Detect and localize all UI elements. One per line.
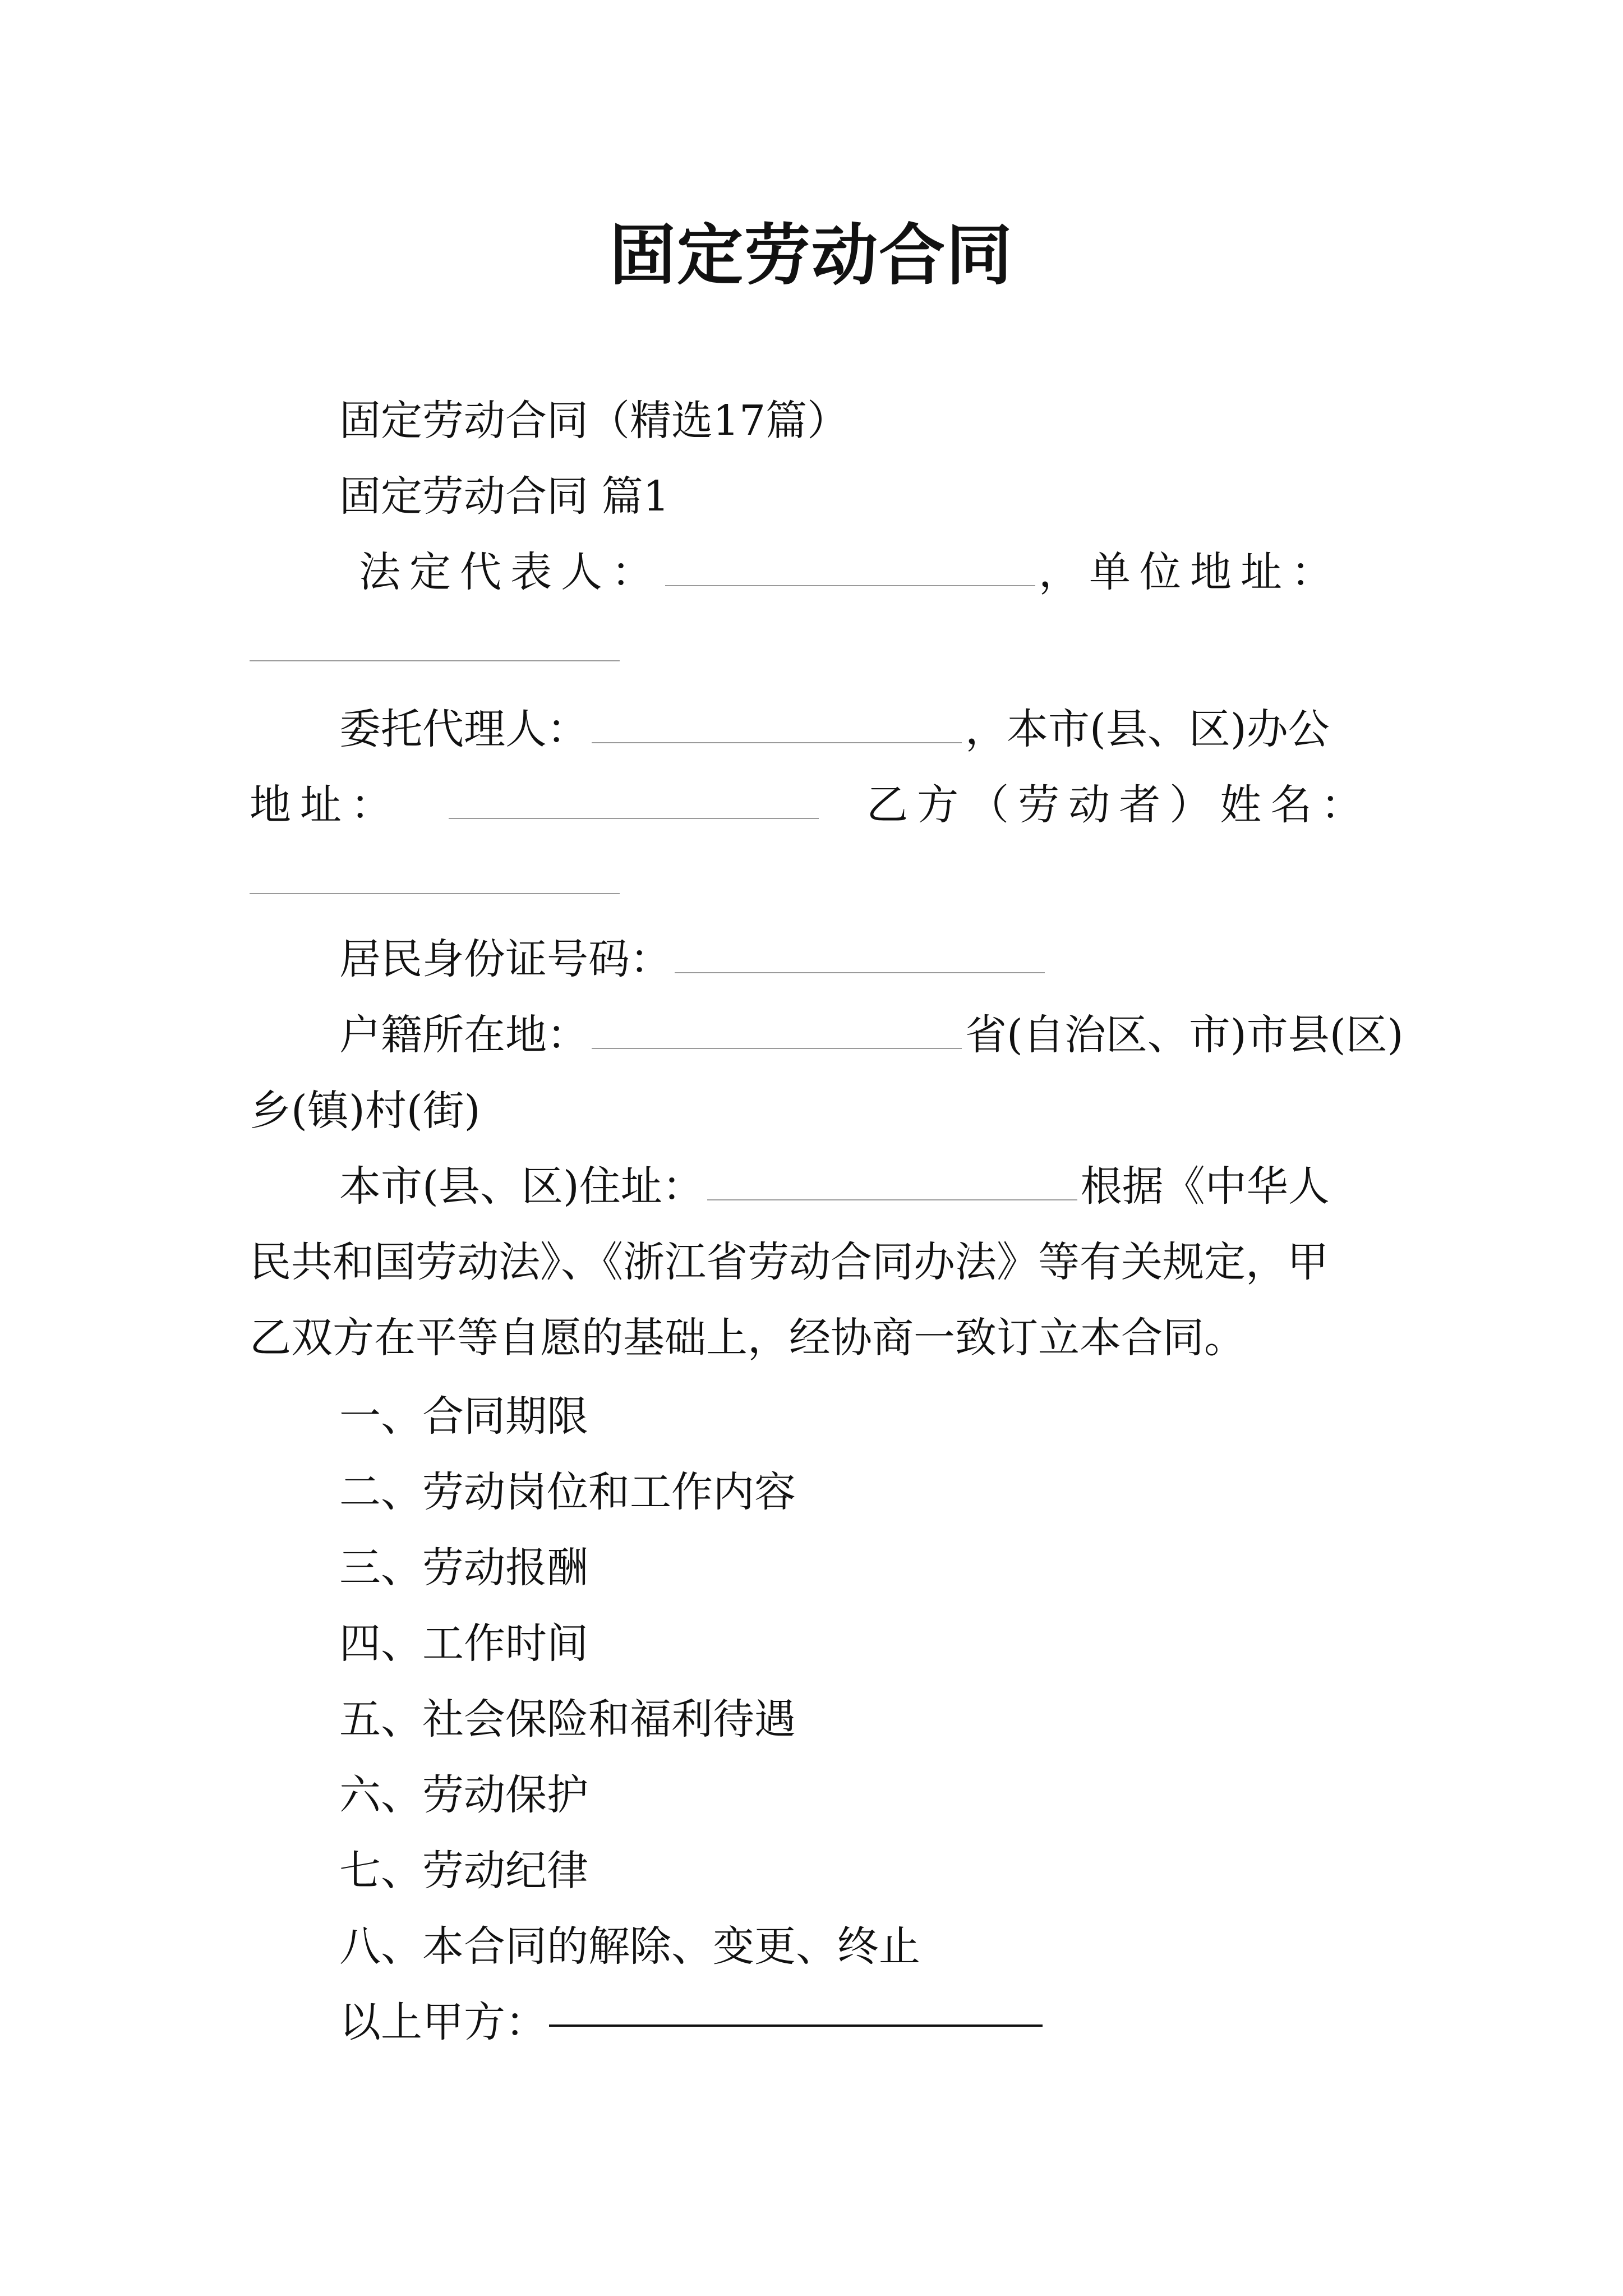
unit-address-line	[250, 614, 1388, 682]
clause-8: 八、本合同的解除、变更、终止	[339, 1922, 920, 1971]
clause-4: 四、工作时间	[339, 1619, 588, 1668]
residence-line	[339, 1153, 1388, 1220]
hukou-line	[339, 1001, 1404, 1069]
clause-6: 六、劳动保护	[339, 1771, 588, 1819]
agent-line	[339, 696, 1388, 763]
agent-label: 委托代理人：	[339, 705, 588, 753]
clause-5: 五、社会保险和福利待遇	[339, 1695, 796, 1743]
basis-line-2: 民共和国劳动法》、《浙江省劳动合同办法》等有关规定，甲	[250, 1238, 1329, 1286]
basis-line-3: 乙双方在平等自愿的基础上，经协商一致订立本合同。	[250, 1314, 1246, 1362]
residence-suffix: 根据《中华人	[1080, 1162, 1330, 1211]
id-number-label: 居民身份证号码：	[339, 935, 671, 983]
signature-label: 以上甲方：	[339, 1998, 547, 2046]
office-address-blank[interactable]	[449, 816, 819, 819]
legal-rep-line	[359, 539, 1408, 606]
section-heading: 固定劳动合同 篇1	[339, 472, 670, 521]
id-number-line	[339, 926, 1388, 993]
office-address-label-part2: 地址：	[250, 781, 401, 829]
clause-1: 一、合同期限	[339, 1392, 588, 1441]
document-subtitle: 固定劳动合同（精选17篇）	[339, 397, 849, 445]
unit-address-label: ，单位地址：	[1039, 548, 1341, 596]
clause-3: 三、劳动报酬	[339, 1544, 588, 1592]
employee-name-line	[250, 847, 1388, 914]
agent-blank[interactable]	[592, 740, 962, 743]
hukou-blank[interactable]	[592, 1046, 962, 1049]
legal-rep-label: 法定代表人：	[359, 548, 662, 596]
hukou-suffix: 省(自治区、市)市县(区)	[965, 1011, 1404, 1059]
legal-rep-blank[interactable]	[665, 583, 1035, 586]
clause-2: 二、劳动岗位和工作内容	[339, 1468, 796, 1516]
residence-label: 本市(县、区)住址：	[339, 1162, 704, 1211]
hukou-label: 户籍所在地：	[339, 1011, 588, 1059]
unit-address-blank[interactable]	[250, 658, 620, 661]
signature-rule[interactable]	[549, 2024, 1043, 2027]
clause-7: 七、劳动纪律	[339, 1847, 588, 1895]
document-title: 固定劳动合同	[609, 216, 1013, 294]
id-number-blank[interactable]	[675, 970, 1045, 973]
employee-name-label: 乙方（劳动者）姓名：	[866, 781, 1372, 829]
office-address-line	[250, 771, 1388, 839]
hukou-line-2: 乡(镇)村(街)	[250, 1087, 481, 1135]
signature-line	[339, 1989, 1388, 2056]
residence-blank[interactable]	[707, 1197, 1077, 1200]
employee-name-blank[interactable]	[250, 891, 620, 894]
office-address-label-part1: ，本市(县、区)办公	[965, 705, 1330, 753]
